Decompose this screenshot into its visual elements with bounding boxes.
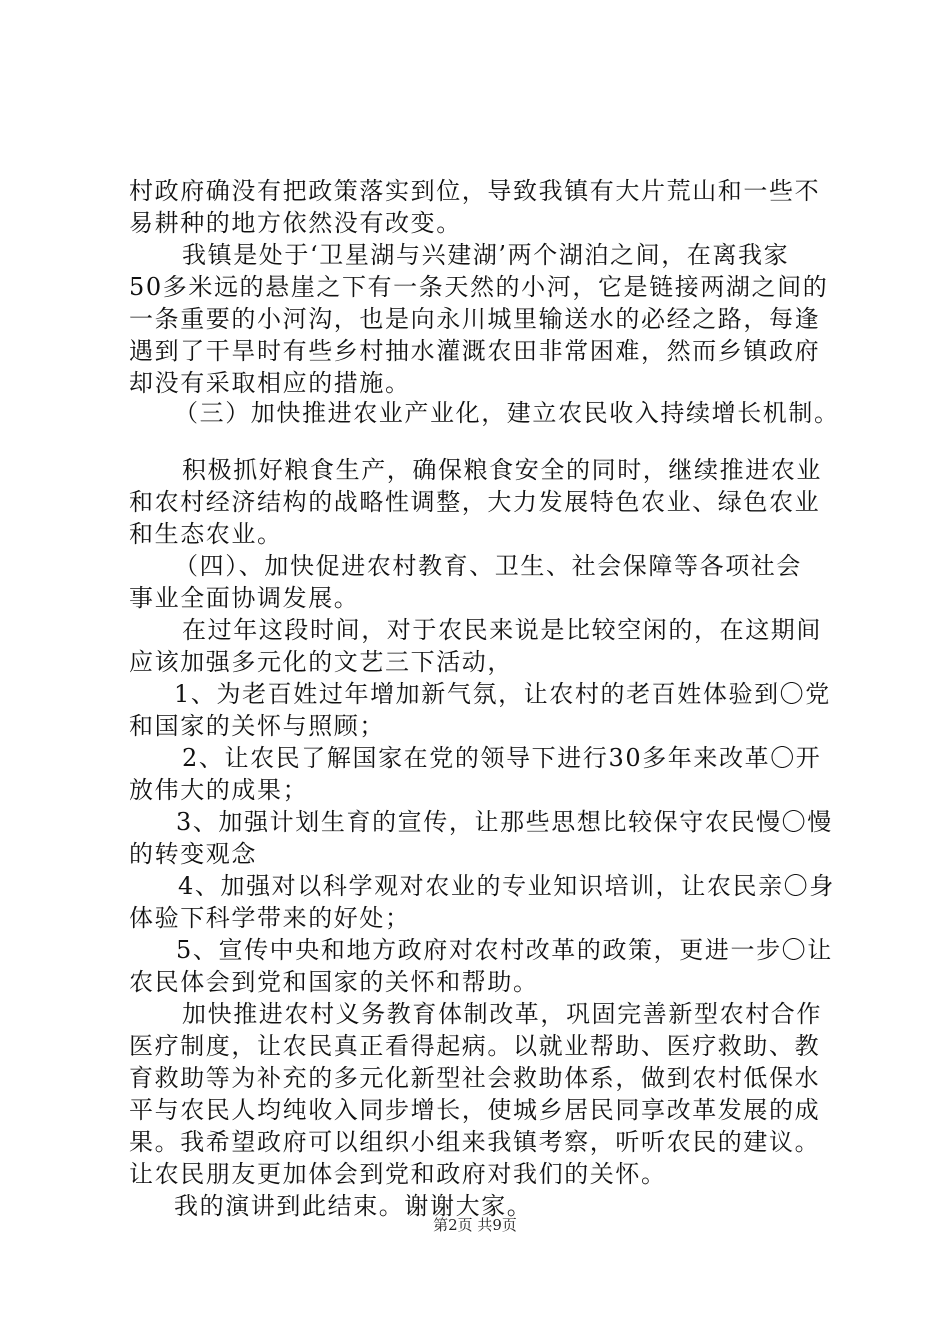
list-item: 3、加强计划生育的宣传，让那些思想比较保守农民慢〇慢 [176, 808, 833, 836]
text-line: 我镇是处于‘卫星湖与兴建湖’两个湖泊之间，在离我家 [182, 241, 790, 269]
text-line: 我的演讲到此结束。谢谢大家。 [174, 1192, 533, 1220]
text-line: 一条重要的小河沟，也是向永川城里输送水的必经之路，每逢 [129, 305, 821, 333]
section-heading: （四）、加快促进农村教育、卫生、社会保障等各项社会 [174, 552, 802, 580]
text-line: 在过年这段时间，对于农民来说是比较空闲的，在这期间 [182, 616, 822, 644]
text-line: 和国家的关怀与照顾； [129, 712, 385, 740]
text-line: 的转变观念 [129, 840, 257, 868]
text-line: 体验下科学带来的好处； [129, 904, 411, 932]
text-line: 果。我希望政府可以组织小组来我镇考察，听听农民的建议。 [129, 1128, 821, 1156]
text-line: 农民体会到党和国家的关怀和帮助。 [129, 968, 539, 996]
text-line: 50多米远的悬崖之下有一条天然的小河，它是链接两湖之间的 [129, 273, 829, 301]
text-line: 平与农民人均纯收入同步增长，使城乡居民同享改革发展的成 [129, 1096, 821, 1124]
text-line: 育救助等为补充的多元化新型社会救助体系，做到农村低保水 [129, 1064, 821, 1092]
text-line: 积极抓好粮食生产，确保粮食安全的同时，继续推进农业 [182, 456, 822, 484]
text-line: 应该加强多元化的文艺三下活动， [129, 648, 513, 676]
list-item: 5、宣传中央和地方政府对农村改革的政策，更进一步〇让 [176, 936, 833, 964]
text-line: 村政府确没有把政策落实到位，导致我镇有大片荒山和一些不 [129, 177, 821, 205]
text-line: 易耕种的地方依然没有改变。 [129, 209, 462, 237]
text-line: 却没有采取相应的措施。 [129, 369, 411, 397]
list-item: 4、加强对以科学观对农业的专业知识培训，让农民亲〇身 [178, 872, 835, 900]
section-heading: （三）加快推进农业产业化，建立农民收入持续增长机制。 [174, 399, 840, 427]
page-number-footer: 第2页 共9页 [433, 1216, 517, 1234]
text-line: 让农民朋友更加体会到党和政府对我们的关怀。 [129, 1160, 667, 1188]
text-line: 和农村经济结构的战略性调整，大力发展特色农业、绿色农业 [129, 488, 821, 516]
text-line: 和生态农业。 [129, 520, 283, 548]
text-line: 事业全面协调发展。 [129, 584, 360, 612]
list-item: 1、为老百姓过年增加新气氛，让农村的老百姓体验到〇党 [174, 680, 831, 708]
list-item: 2、让农民了解国家在党的领导下进行30多年来改革〇开 [182, 744, 822, 772]
text-line: 放伟大的成果； [129, 776, 309, 804]
text-line: 医疗制度，让农民真正看得起病。以就业帮助、医疗救助、教 [129, 1032, 821, 1060]
text-line: 遇到了干旱时有些乡村抽水灌溉农田非常困难，然而乡镇政府 [129, 337, 821, 365]
text-line: 加快推进农村义务教育体制改革，巩固完善新型农村合作 [182, 1000, 822, 1028]
